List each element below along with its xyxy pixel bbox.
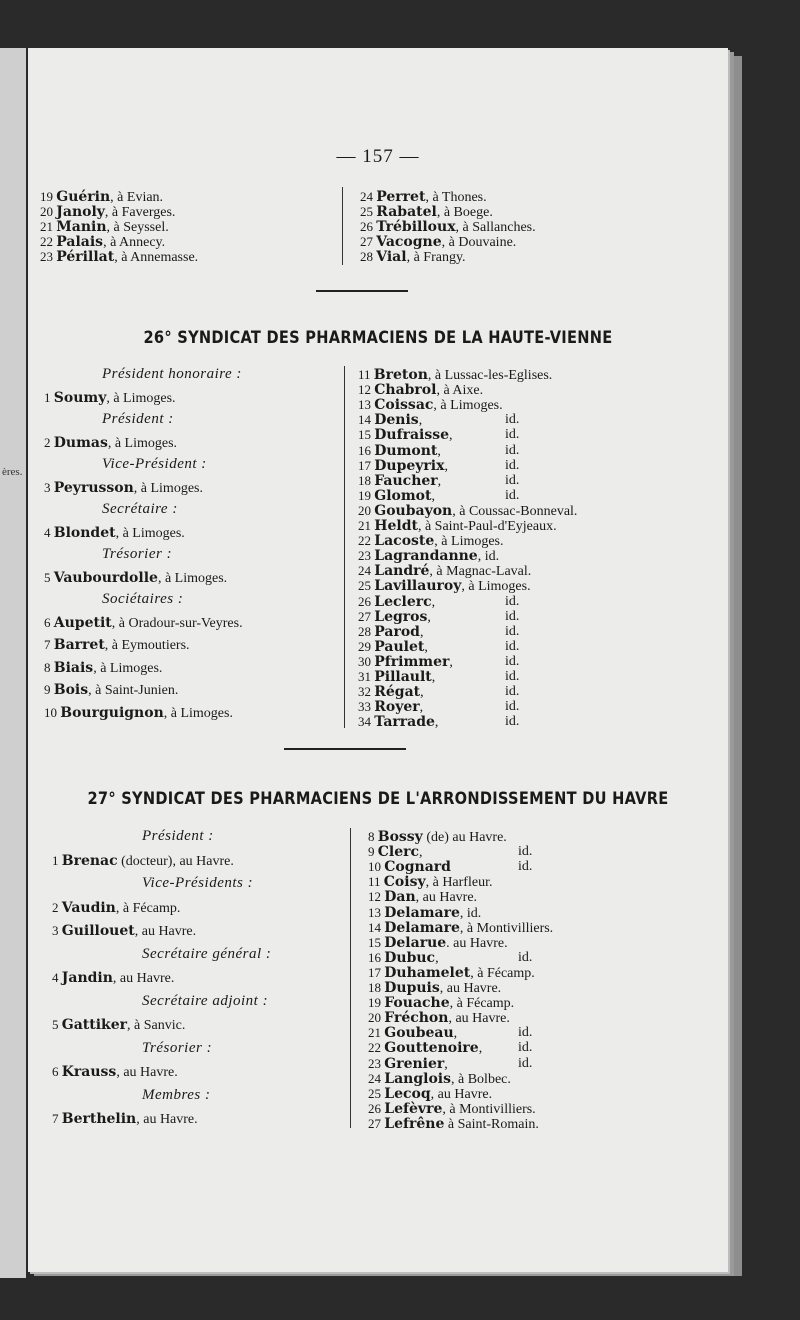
member-name: Jandin bbox=[61, 970, 113, 986]
member-entry bbox=[44, 659, 162, 677]
previous-page-fragment: ères. bbox=[2, 466, 23, 478]
entry-number: 19 bbox=[368, 995, 385, 1011]
document-page bbox=[28, 48, 728, 1272]
member-name: Gouttenoire bbox=[384, 1040, 479, 1057]
member-entry bbox=[40, 248, 198, 266]
section-title-27: 27° SYNDICAT DES PHARMACIENS DE L'ARRONDISSEMENT DU HAVRE bbox=[87, 789, 669, 809]
member-name: Fouache bbox=[384, 995, 450, 1012]
role-label: Secrétaire : bbox=[102, 501, 178, 517]
member-location: , id. bbox=[477, 549, 500, 565]
member-name: Clerc bbox=[377, 844, 420, 861]
member-location: , à Fécamp. bbox=[470, 965, 535, 981]
section-title-26: 26° SYNDICAT DES PHARMACIENS DE LA HAUTE-VIENNE bbox=[143, 328, 613, 348]
entry-number: 9 bbox=[368, 844, 378, 860]
member-name: Biais bbox=[53, 659, 94, 676]
member-entry bbox=[52, 852, 234, 870]
entry-number: 33 bbox=[358, 699, 375, 715]
entry-number: 15 bbox=[358, 427, 375, 443]
member-name: Dupeyrix bbox=[374, 457, 445, 474]
member-location: , à Eymoutiers. bbox=[104, 638, 190, 653]
member-name: Chabrol bbox=[374, 382, 437, 399]
entry-number: 22 bbox=[358, 533, 375, 549]
entry-number: 27 bbox=[360, 234, 377, 249]
column-divider bbox=[350, 828, 351, 1128]
entry-number: 27 bbox=[368, 1115, 385, 1131]
member-location: , bbox=[437, 443, 441, 459]
member-entry bbox=[44, 389, 176, 407]
role-label: Membres : bbox=[142, 1086, 211, 1103]
member-name: Goubeau bbox=[384, 1025, 454, 1042]
member-name: Lecoq bbox=[384, 1085, 431, 1102]
idem-mark: id. bbox=[505, 638, 520, 654]
member-location: , bbox=[419, 700, 424, 716]
member-name: Legros bbox=[374, 608, 428, 625]
member-location: , à Oradour-sur-Veyres. bbox=[111, 615, 243, 631]
member-name: Delamare bbox=[384, 919, 460, 936]
member-entry bbox=[360, 248, 466, 266]
idem-mark: id. bbox=[505, 457, 520, 473]
member-location: , à Sallanches. bbox=[455, 220, 536, 235]
entry-number: 13 bbox=[358, 397, 375, 413]
member-name: Delarue bbox=[384, 934, 447, 951]
entry-number: 25 bbox=[360, 204, 377, 219]
entry-number: 26 bbox=[368, 1100, 385, 1116]
member-name: Barret bbox=[53, 637, 105, 653]
idem-mark: id. bbox=[505, 699, 520, 715]
member-location: , à Montivilliers. bbox=[442, 1101, 536, 1117]
member-name: Guillouet bbox=[61, 923, 135, 939]
member-location: , à Thones. bbox=[425, 190, 487, 205]
member-entry bbox=[44, 636, 190, 654]
member-name: Trébilloux bbox=[376, 219, 456, 235]
idem-mark: id. bbox=[505, 472, 520, 488]
member-name: Berthelin bbox=[61, 1111, 137, 1127]
entry-number: 20 bbox=[368, 1010, 385, 1026]
idem-mark: id. bbox=[505, 412, 520, 428]
entry-number: 7 bbox=[44, 637, 54, 652]
entry-number: 29 bbox=[358, 638, 375, 654]
member-name: Duhamelet bbox=[384, 964, 471, 981]
entry-number: 21 bbox=[358, 518, 375, 533]
member-location: , à Saint-Junien. bbox=[88, 683, 179, 698]
idem-mark: id. bbox=[505, 714, 520, 730]
idem-mark: id. bbox=[505, 427, 520, 443]
member-name: Royer bbox=[374, 699, 420, 716]
role-label: Trésorier : bbox=[142, 1039, 213, 1056]
entry-number: 34 bbox=[358, 714, 375, 730]
member-location: , bbox=[453, 1026, 458, 1042]
member-location: , au Havre. bbox=[112, 971, 175, 986]
member-name: Langlois bbox=[384, 1070, 451, 1087]
member-name: Bois bbox=[53, 682, 89, 698]
member-name: Lacoste bbox=[374, 533, 435, 550]
member-entry bbox=[52, 1110, 198, 1128]
entry-number: 8 bbox=[44, 659, 54, 675]
member-name: Leclerc bbox=[374, 593, 432, 610]
member-name: Peyrusson bbox=[53, 479, 134, 496]
page-number: — 157 — bbox=[336, 146, 420, 167]
entry-number: 6 bbox=[52, 1064, 62, 1079]
member-location: . au Havre. bbox=[446, 935, 508, 951]
member-location: , à Annecy. bbox=[103, 235, 166, 250]
entry-number: 1 bbox=[52, 852, 62, 868]
member-name: Pfrimmer bbox=[374, 653, 450, 670]
entry-number: 20 bbox=[40, 204, 57, 219]
member-location: , bbox=[444, 458, 448, 474]
entry-number: 2 bbox=[44, 434, 54, 450]
member-name: Heldt bbox=[374, 518, 418, 534]
member-location: , à Sanvic. bbox=[127, 1018, 186, 1033]
entry-number: 8 bbox=[368, 829, 378, 844]
member-entry bbox=[44, 479, 203, 497]
member-location: , bbox=[431, 670, 436, 685]
member-name: Bossy bbox=[377, 829, 423, 845]
member-entry bbox=[52, 1063, 178, 1081]
member-name: Cognard bbox=[384, 859, 451, 876]
entry-number: 6 bbox=[44, 614, 54, 630]
member-name: Janoly bbox=[56, 204, 105, 220]
member-name: Pillault bbox=[374, 669, 432, 685]
idem-mark: id. bbox=[518, 844, 533, 860]
member-location: , à Faverges. bbox=[104, 205, 176, 220]
entry-number: 1 bbox=[44, 389, 54, 405]
member-location: , bbox=[449, 428, 453, 444]
idem-mark: id. bbox=[518, 1040, 533, 1056]
member-name: Paulet bbox=[374, 638, 425, 655]
entry-number: 4 bbox=[52, 970, 62, 985]
idem-mark: id. bbox=[505, 623, 520, 639]
member-location: , à Limoges. bbox=[107, 435, 178, 451]
entry-number: 7 bbox=[52, 1111, 62, 1126]
entry-number: 5 bbox=[44, 569, 54, 585]
member-name: Vacogne bbox=[376, 234, 442, 250]
idem-mark: id. bbox=[518, 1025, 533, 1041]
entry-number: 23 bbox=[358, 548, 375, 564]
entry-number: 24 bbox=[368, 1070, 385, 1086]
idem-mark: id. bbox=[518, 859, 533, 875]
member-location: , à Magnac-Laval. bbox=[429, 564, 532, 580]
member-entry bbox=[44, 524, 185, 542]
entry-number: 26 bbox=[358, 593, 375, 609]
entry-number: 25 bbox=[358, 578, 375, 594]
entry-number: 22 bbox=[40, 234, 57, 249]
member-location: (de) au Havre. bbox=[422, 830, 507, 845]
member-location: , au Havre. bbox=[116, 1065, 178, 1080]
member-location: , à Aixe. bbox=[436, 383, 484, 399]
member-name: Goubayon bbox=[374, 502, 453, 519]
member-name: Dubuc bbox=[384, 949, 436, 966]
member-location: , à Seyssel. bbox=[106, 220, 169, 235]
member-name: Krauss bbox=[61, 1064, 117, 1080]
role-label: Trésorier : bbox=[102, 546, 173, 562]
entry-number: 9 bbox=[44, 682, 54, 697]
member-location: , à Bolbec. bbox=[451, 1071, 511, 1087]
member-location: , au Havre. bbox=[136, 1112, 198, 1127]
member-location: , à Limoges. bbox=[93, 660, 163, 676]
entry-number: 32 bbox=[358, 684, 375, 700]
member-location: , à Lussac-les-Eglises. bbox=[427, 368, 553, 383]
entry-number: 20 bbox=[358, 502, 375, 518]
member-name: Dupuis bbox=[384, 980, 440, 996]
idem-mark: id. bbox=[518, 949, 533, 965]
member-location: , bbox=[449, 654, 453, 670]
member-location: , bbox=[431, 488, 435, 504]
member-location: , à Douvaine. bbox=[441, 235, 517, 250]
idem-mark: id. bbox=[505, 684, 520, 700]
member-name: Dumont bbox=[374, 442, 438, 459]
entry-number: 23 bbox=[40, 249, 57, 264]
role-label: Secrétaire général : bbox=[142, 945, 272, 962]
member-name: Aupetit bbox=[53, 614, 112, 631]
member-entry bbox=[44, 569, 227, 587]
member-location: , à Saint-Paul-d'Eyjeaux. bbox=[417, 519, 557, 534]
member-location: , bbox=[444, 1056, 448, 1072]
member-location: , bbox=[419, 624, 424, 640]
role-label: Vice-Présidents : bbox=[142, 875, 254, 891]
entry-number: 22 bbox=[368, 1040, 385, 1056]
member-location: , à Fécamp. bbox=[449, 996, 515, 1012]
entry-number: 19 bbox=[40, 189, 57, 204]
entry-number: 28 bbox=[358, 623, 375, 639]
role-label: Vice-Président : bbox=[102, 456, 207, 472]
entry-number: 18 bbox=[358, 472, 375, 488]
member-name: Bourguignon bbox=[60, 704, 164, 721]
idem-mark: id. bbox=[505, 593, 520, 609]
idem-mark: id. bbox=[518, 1055, 533, 1071]
entry-number: 31 bbox=[358, 669, 375, 684]
member-name: Dufraisse bbox=[374, 427, 450, 444]
entry-number: 4 bbox=[44, 524, 54, 540]
member-location: , à Harfleur. bbox=[425, 875, 493, 891]
member-location: , au Havre. bbox=[448, 1011, 510, 1027]
member-location: , au Havre. bbox=[415, 890, 478, 906]
member-location: , à Boege. bbox=[436, 205, 493, 220]
entry-number: 21 bbox=[40, 219, 57, 234]
entry-number: 19 bbox=[358, 487, 375, 503]
member-entry bbox=[52, 922, 196, 940]
entry-number: 3 bbox=[44, 479, 54, 495]
entry-number: 21 bbox=[368, 1025, 385, 1041]
page-stack-edge bbox=[728, 56, 742, 1276]
entry-number: 5 bbox=[52, 1017, 62, 1032]
member-location: , à Limoges. bbox=[106, 390, 176, 406]
member-entry bbox=[368, 1115, 539, 1133]
entry-number: 28 bbox=[360, 249, 377, 264]
member-entry bbox=[52, 1016, 185, 1034]
member-entry bbox=[44, 704, 233, 722]
previous-page-edge bbox=[0, 48, 26, 1278]
member-location: , à Fécamp. bbox=[115, 900, 181, 916]
member-location: , à Annemasse. bbox=[114, 250, 199, 265]
member-entry bbox=[358, 713, 438, 731]
member-location: , à Montivilliers. bbox=[459, 920, 554, 936]
entry-number: 15 bbox=[368, 934, 385, 950]
entry-number: 17 bbox=[358, 457, 375, 473]
entry-number: 11 bbox=[358, 367, 374, 382]
member-name: Régat bbox=[374, 684, 421, 701]
member-name: Lagrandanne bbox=[374, 548, 478, 565]
role-label: Président : bbox=[102, 411, 174, 427]
member-name: Rabatel bbox=[376, 204, 437, 220]
member-name: Perret bbox=[376, 189, 426, 205]
member-entry bbox=[44, 681, 178, 699]
entry-number: 30 bbox=[358, 653, 375, 669]
member-location: , à Coussac-Bonneval. bbox=[452, 503, 578, 519]
entry-number: 3 bbox=[52, 923, 62, 938]
entry-number: 24 bbox=[360, 189, 377, 204]
member-location: , bbox=[431, 594, 436, 610]
member-name: Grenier bbox=[384, 1055, 445, 1072]
member-location: (docteur), au Havre. bbox=[117, 853, 234, 869]
member-name: Gattiker bbox=[61, 1017, 128, 1033]
member-entry bbox=[52, 899, 180, 917]
entry-number: 27 bbox=[358, 608, 375, 624]
column-divider bbox=[344, 366, 345, 728]
section-rule bbox=[316, 290, 408, 292]
member-entry bbox=[44, 614, 243, 632]
member-name: Coisy bbox=[383, 874, 426, 891]
entry-number: 14 bbox=[368, 919, 385, 935]
role-label: Président : bbox=[142, 828, 214, 844]
entry-number: 10 bbox=[44, 704, 61, 720]
entry-number: 18 bbox=[368, 980, 385, 995]
member-location: , au Havre. bbox=[439, 981, 502, 996]
idem-mark: id. bbox=[505, 487, 520, 503]
idem-mark: id. bbox=[505, 669, 520, 684]
member-name: Fréchon bbox=[384, 1010, 449, 1027]
member-location: , bbox=[478, 1041, 483, 1057]
member-location: , bbox=[418, 413, 423, 429]
member-name: Lefèvre bbox=[384, 1100, 443, 1117]
member-name: Guérin bbox=[56, 189, 111, 205]
entry-number: 17 bbox=[368, 964, 385, 980]
member-name: Delamare bbox=[384, 904, 460, 921]
idem-mark: id. bbox=[505, 608, 520, 624]
member-name: Dan bbox=[384, 889, 416, 906]
member-location: à Saint-Romain. bbox=[444, 1116, 539, 1132]
member-name: Glomot bbox=[374, 487, 432, 504]
member-location: , bbox=[437, 473, 442, 489]
role-label: Sociétaires : bbox=[102, 591, 184, 607]
member-name: Blondet bbox=[53, 524, 116, 541]
role-label: Secrétaire adjoint : bbox=[142, 992, 269, 1009]
member-name: Lefrêne bbox=[384, 1115, 445, 1132]
idem-mark: id. bbox=[505, 442, 520, 458]
member-location: , bbox=[435, 950, 439, 966]
member-name: Landré bbox=[374, 563, 430, 580]
member-location: , bbox=[420, 685, 424, 701]
member-name: Palais bbox=[56, 234, 104, 250]
member-name: Parod bbox=[374, 623, 420, 640]
member-name: Périllat bbox=[56, 249, 115, 265]
member-location: , à Limoges. bbox=[157, 570, 228, 586]
member-location: , au Havre. bbox=[430, 1086, 493, 1102]
member-location: , au Havre. bbox=[134, 924, 197, 939]
member-location: , à Limoges. bbox=[434, 534, 504, 550]
entry-number: 14 bbox=[358, 412, 375, 428]
member-location: , bbox=[427, 609, 431, 625]
entry-number: 12 bbox=[358, 382, 375, 398]
entry-number: 13 bbox=[368, 904, 385, 920]
member-entry bbox=[52, 969, 174, 987]
member-location: , id. bbox=[459, 905, 482, 921]
member-location: , à Limoges. bbox=[163, 705, 233, 721]
entry-number: 2 bbox=[52, 899, 62, 915]
role-label: Président honoraire : bbox=[102, 366, 242, 382]
member-location: , à Evian. bbox=[110, 190, 164, 205]
member-name: Breton bbox=[373, 367, 428, 383]
member-name: Denis bbox=[374, 412, 419, 429]
member-name: Vaubourdolle bbox=[53, 569, 158, 586]
member-location: , bbox=[424, 639, 428, 655]
member-name: Coissac bbox=[374, 397, 434, 414]
member-name: Brenac bbox=[61, 852, 118, 869]
column-divider bbox=[342, 187, 343, 265]
entry-number: 16 bbox=[368, 949, 385, 965]
member-name: Dumas bbox=[53, 434, 108, 451]
member-name: Tarrade bbox=[374, 714, 435, 731]
section-rule bbox=[284, 748, 406, 750]
member-location: , à Limoges. bbox=[461, 579, 531, 595]
member-name: Lavillauroy bbox=[374, 578, 462, 595]
member-location: , à Limoges. bbox=[115, 525, 185, 541]
entry-number: 25 bbox=[368, 1085, 385, 1101]
entry-number: 12 bbox=[368, 889, 385, 905]
member-location: , bbox=[419, 845, 423, 861]
member-name: Vial bbox=[376, 249, 407, 265]
member-location: , à Frangy. bbox=[406, 250, 466, 265]
entry-number: 24 bbox=[358, 563, 375, 579]
member-location: , bbox=[434, 715, 439, 731]
member-name: Soumy bbox=[53, 389, 107, 406]
member-name: Manin bbox=[56, 219, 107, 235]
entry-number: 11 bbox=[368, 874, 384, 890]
member-location: , à Limoges. bbox=[133, 480, 203, 496]
member-location: , à Limoges. bbox=[433, 398, 503, 414]
entry-number: 16 bbox=[358, 442, 375, 458]
member-name: Faucher bbox=[374, 472, 438, 489]
entry-number: 23 bbox=[368, 1055, 385, 1071]
entry-number: 10 bbox=[368, 859, 385, 875]
idem-mark: id. bbox=[505, 653, 520, 669]
member-name: Vaudin bbox=[61, 899, 116, 916]
member-entry bbox=[44, 434, 177, 452]
entry-number: 26 bbox=[360, 219, 377, 234]
